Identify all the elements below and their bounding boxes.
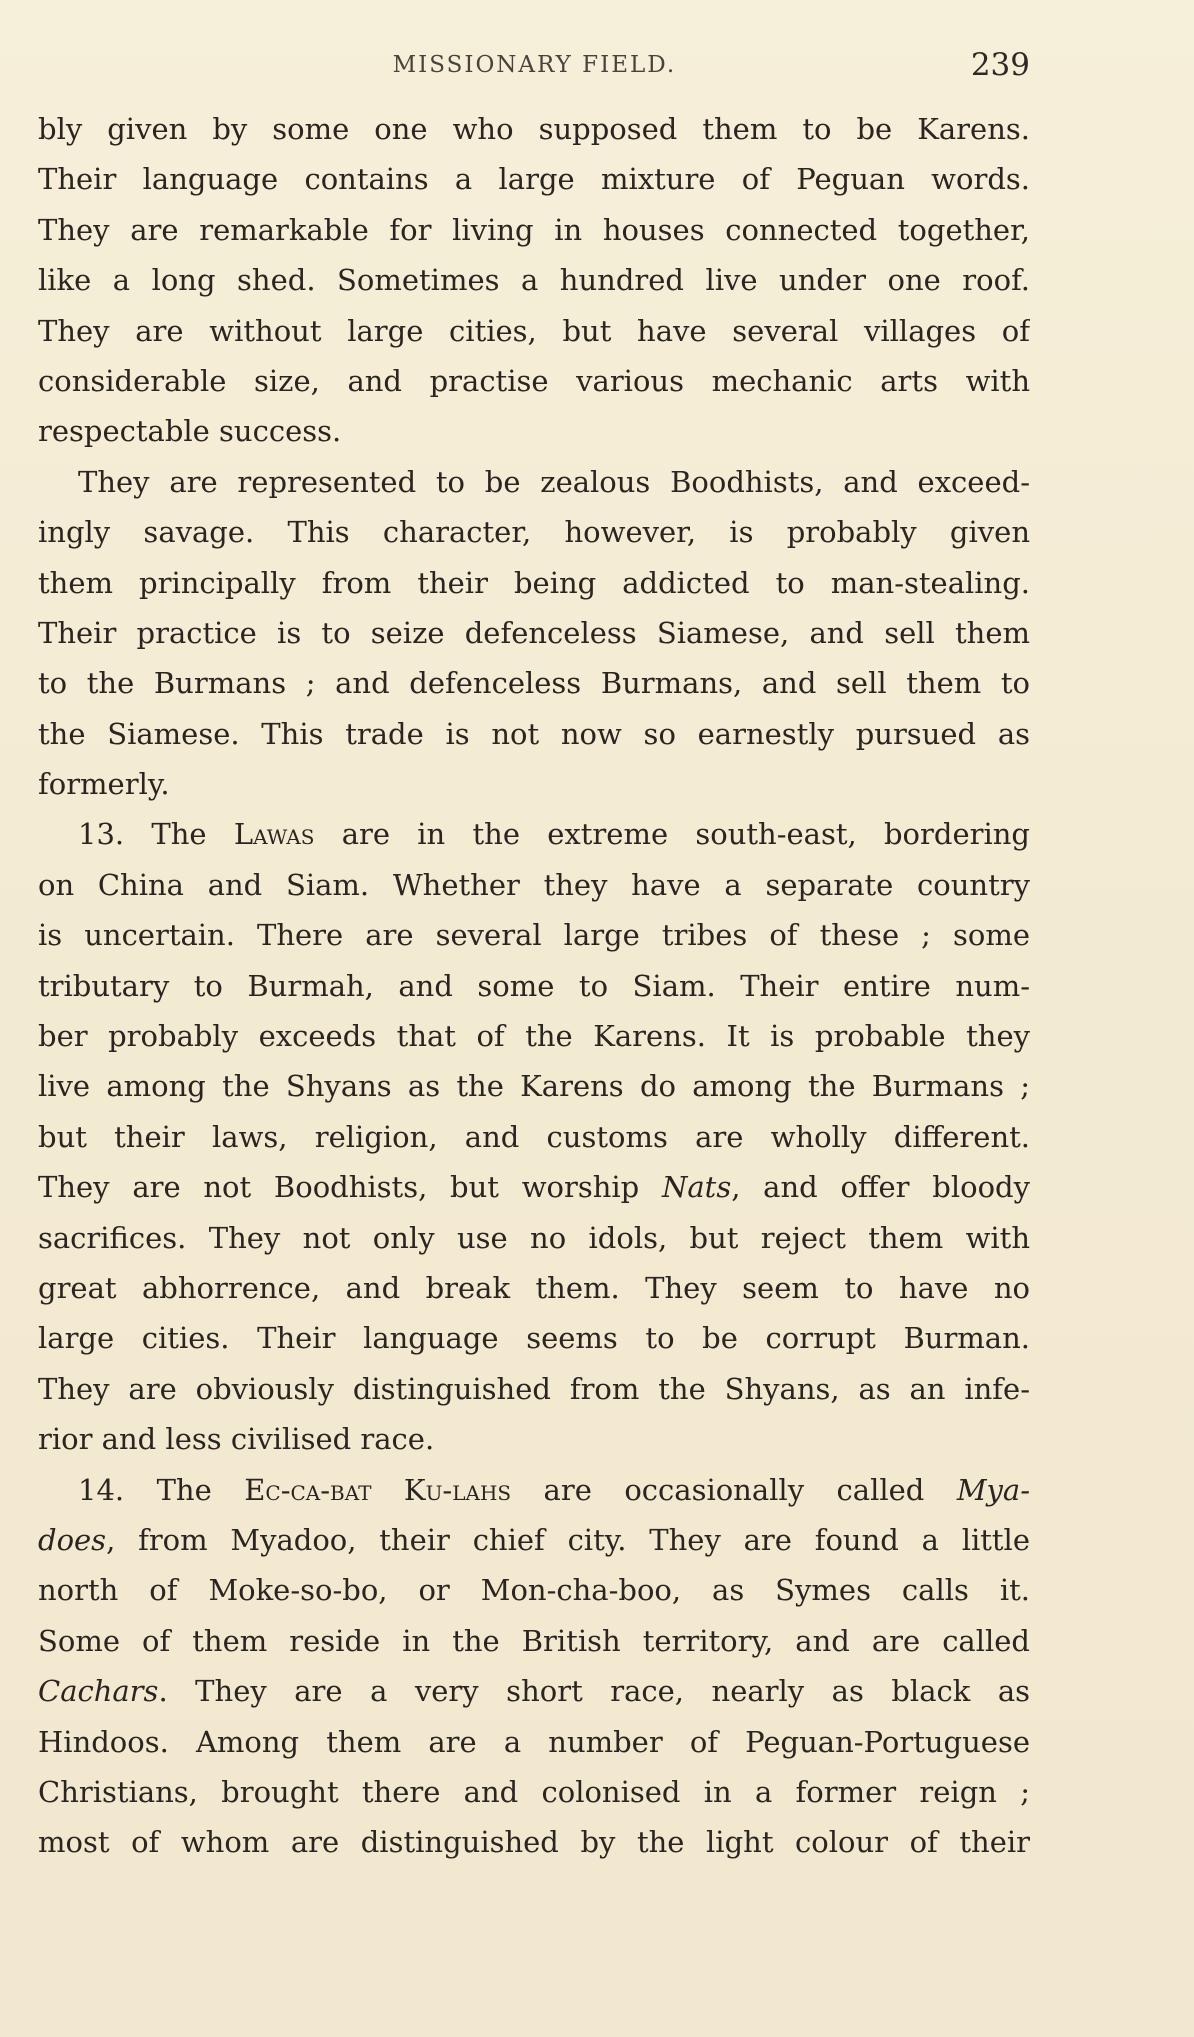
text-line <box>38 104 1030 154</box>
text-run: considerable size, and practise various mechanic arts with <box>38 363 1030 398</box>
text-run: Some of them reside in the British territory, and are called <box>38 1623 1030 1658</box>
text-line <box>38 1465 1030 1515</box>
text-run: to the Burmans ; and defenceless Burmans, and sell them to <box>38 666 1030 701</box>
text-run: ingly savage. This character, however, is probably given <box>38 515 1030 550</box>
text-line <box>38 1767 1030 1817</box>
text-line <box>38 457 1030 507</box>
text-run: ber probably exceeds that of the Karens. It is probable they <box>38 1019 1030 1054</box>
text-line <box>38 558 1030 608</box>
text-run: They are represented to be zealous Boodhists, and exceed- <box>78 464 1030 499</box>
text-line <box>38 1515 1030 1565</box>
text-line <box>38 1414 1030 1464</box>
text-run: live among the Shyans as the Karens do among the Burmans ; <box>38 1069 1030 1104</box>
text-run: bly given by some one who supposed them to be Karens. <box>38 112 1030 146</box>
text-line <box>38 205 1030 255</box>
text-line <box>38 1364 1030 1414</box>
text-line <box>38 709 1030 759</box>
text-run: them principally from their being addicted to man-stealing. <box>38 565 1030 600</box>
text-line <box>38 406 1030 456</box>
text-run: are occasionally called <box>511 1472 957 1507</box>
text-line <box>38 1817 1030 1867</box>
text-line <box>38 1263 1030 1313</box>
text-line <box>38 1565 1030 1615</box>
text-run: 14. The <box>78 1472 245 1507</box>
text-run: Lawas <box>233 817 315 852</box>
text-run: They are not Boodhists, but worship <box>38 1170 662 1205</box>
text-run: are in the extreme south-east, bordering <box>314 817 1030 852</box>
text-line <box>38 910 1030 960</box>
text-line <box>38 356 1030 406</box>
text-line <box>38 658 1030 708</box>
text-run: They are without large cities, but have several villages of <box>38 313 1030 348</box>
text-run: does <box>38 1522 107 1557</box>
text-run: Hindoos. Among them are a number of Peguan-Portuguese <box>38 1724 1030 1759</box>
text-run: Ec-ca-bat Ku-lahs <box>244 1472 512 1507</box>
running-head: MISSIONARY FIELD. <box>392 52 677 78</box>
text-run: sacrifices. They not only use no idols, but reject them with <box>38 1220 1030 1255</box>
text-run: tributary to Burmah, and some to Siam. Their entire num- <box>38 968 1030 1003</box>
text-line <box>38 1666 1030 1716</box>
text-line <box>38 306 1030 356</box>
text-line <box>38 860 1030 910</box>
text-run: but their laws, religion, and customs are wholly different. <box>38 1119 1030 1154</box>
page-header <box>38 40 1030 90</box>
text-line <box>38 1061 1030 1111</box>
text-run: , and offer bloody <box>731 1170 1030 1205</box>
page-number: 239 <box>970 47 1030 83</box>
text-run: . They are a very short race, nearly as black as <box>158 1674 1030 1709</box>
text-run: like a long shed. Sometimes a hundred live under one roof. <box>38 263 1030 298</box>
text-line <box>38 1011 1030 1061</box>
text-line <box>38 255 1030 305</box>
text-line <box>38 759 1030 809</box>
text-run: 13. The <box>78 817 234 852</box>
text-run: great abhorrence, and break them. They seem to have no <box>38 1270 1030 1305</box>
text-line <box>38 608 1030 658</box>
text-run: Nats <box>662 1170 732 1205</box>
text-line <box>38 961 1030 1011</box>
text-run: north of Moke-so-bo, or Mon-cha-boo, as Symes calls it. <box>38 1573 1030 1608</box>
text-run: large cities. Their language seems to be corrupt Burman. <box>38 1321 1030 1356</box>
text-run: Their practice is to seize defenceless Siamese, and sell them <box>38 615 1030 650</box>
text-run: the Siamese. This trade is not now so earnestly pursued as <box>38 716 1030 751</box>
text-line <box>38 507 1030 557</box>
text-line <box>38 1717 1030 1767</box>
text-run: They are obviously distinguished from the Shyans, as an infe- <box>38 1371 1030 1406</box>
text-line <box>38 809 1030 859</box>
text-run: Christians, brought there and colonised in a former reign ; <box>38 1774 1030 1809</box>
text-run: is uncertain. There are several large tribes of these ; some <box>38 918 1030 953</box>
text-run: on China and Siam. Whether they have a separate country <box>38 867 1030 902</box>
text-run: formerly. <box>38 767 170 802</box>
text-line <box>38 1162 1030 1212</box>
text-line <box>38 1112 1030 1162</box>
text-run: respectable success. <box>38 414 342 449</box>
text-line <box>38 1313 1030 1363</box>
text-line <box>38 154 1030 204</box>
text-line <box>38 1213 1030 1263</box>
text-run: Cachars <box>38 1674 159 1709</box>
text-run: Mya- <box>956 1472 1030 1507</box>
text-line <box>38 1616 1030 1666</box>
text-run: most of whom are distinguished by the light colour of their <box>38 1825 1030 1860</box>
body-text <box>38 104 1030 1868</box>
text-run: , from Myadoo, their chief city. They are found a little <box>106 1522 1030 1557</box>
text-run: Their language contains a large mixture of Peguan words. <box>38 162 1030 197</box>
text-run: They are remarkable for living in houses connected together, <box>38 212 1030 247</box>
text-run: rior and less civilised race. <box>38 1422 435 1457</box>
